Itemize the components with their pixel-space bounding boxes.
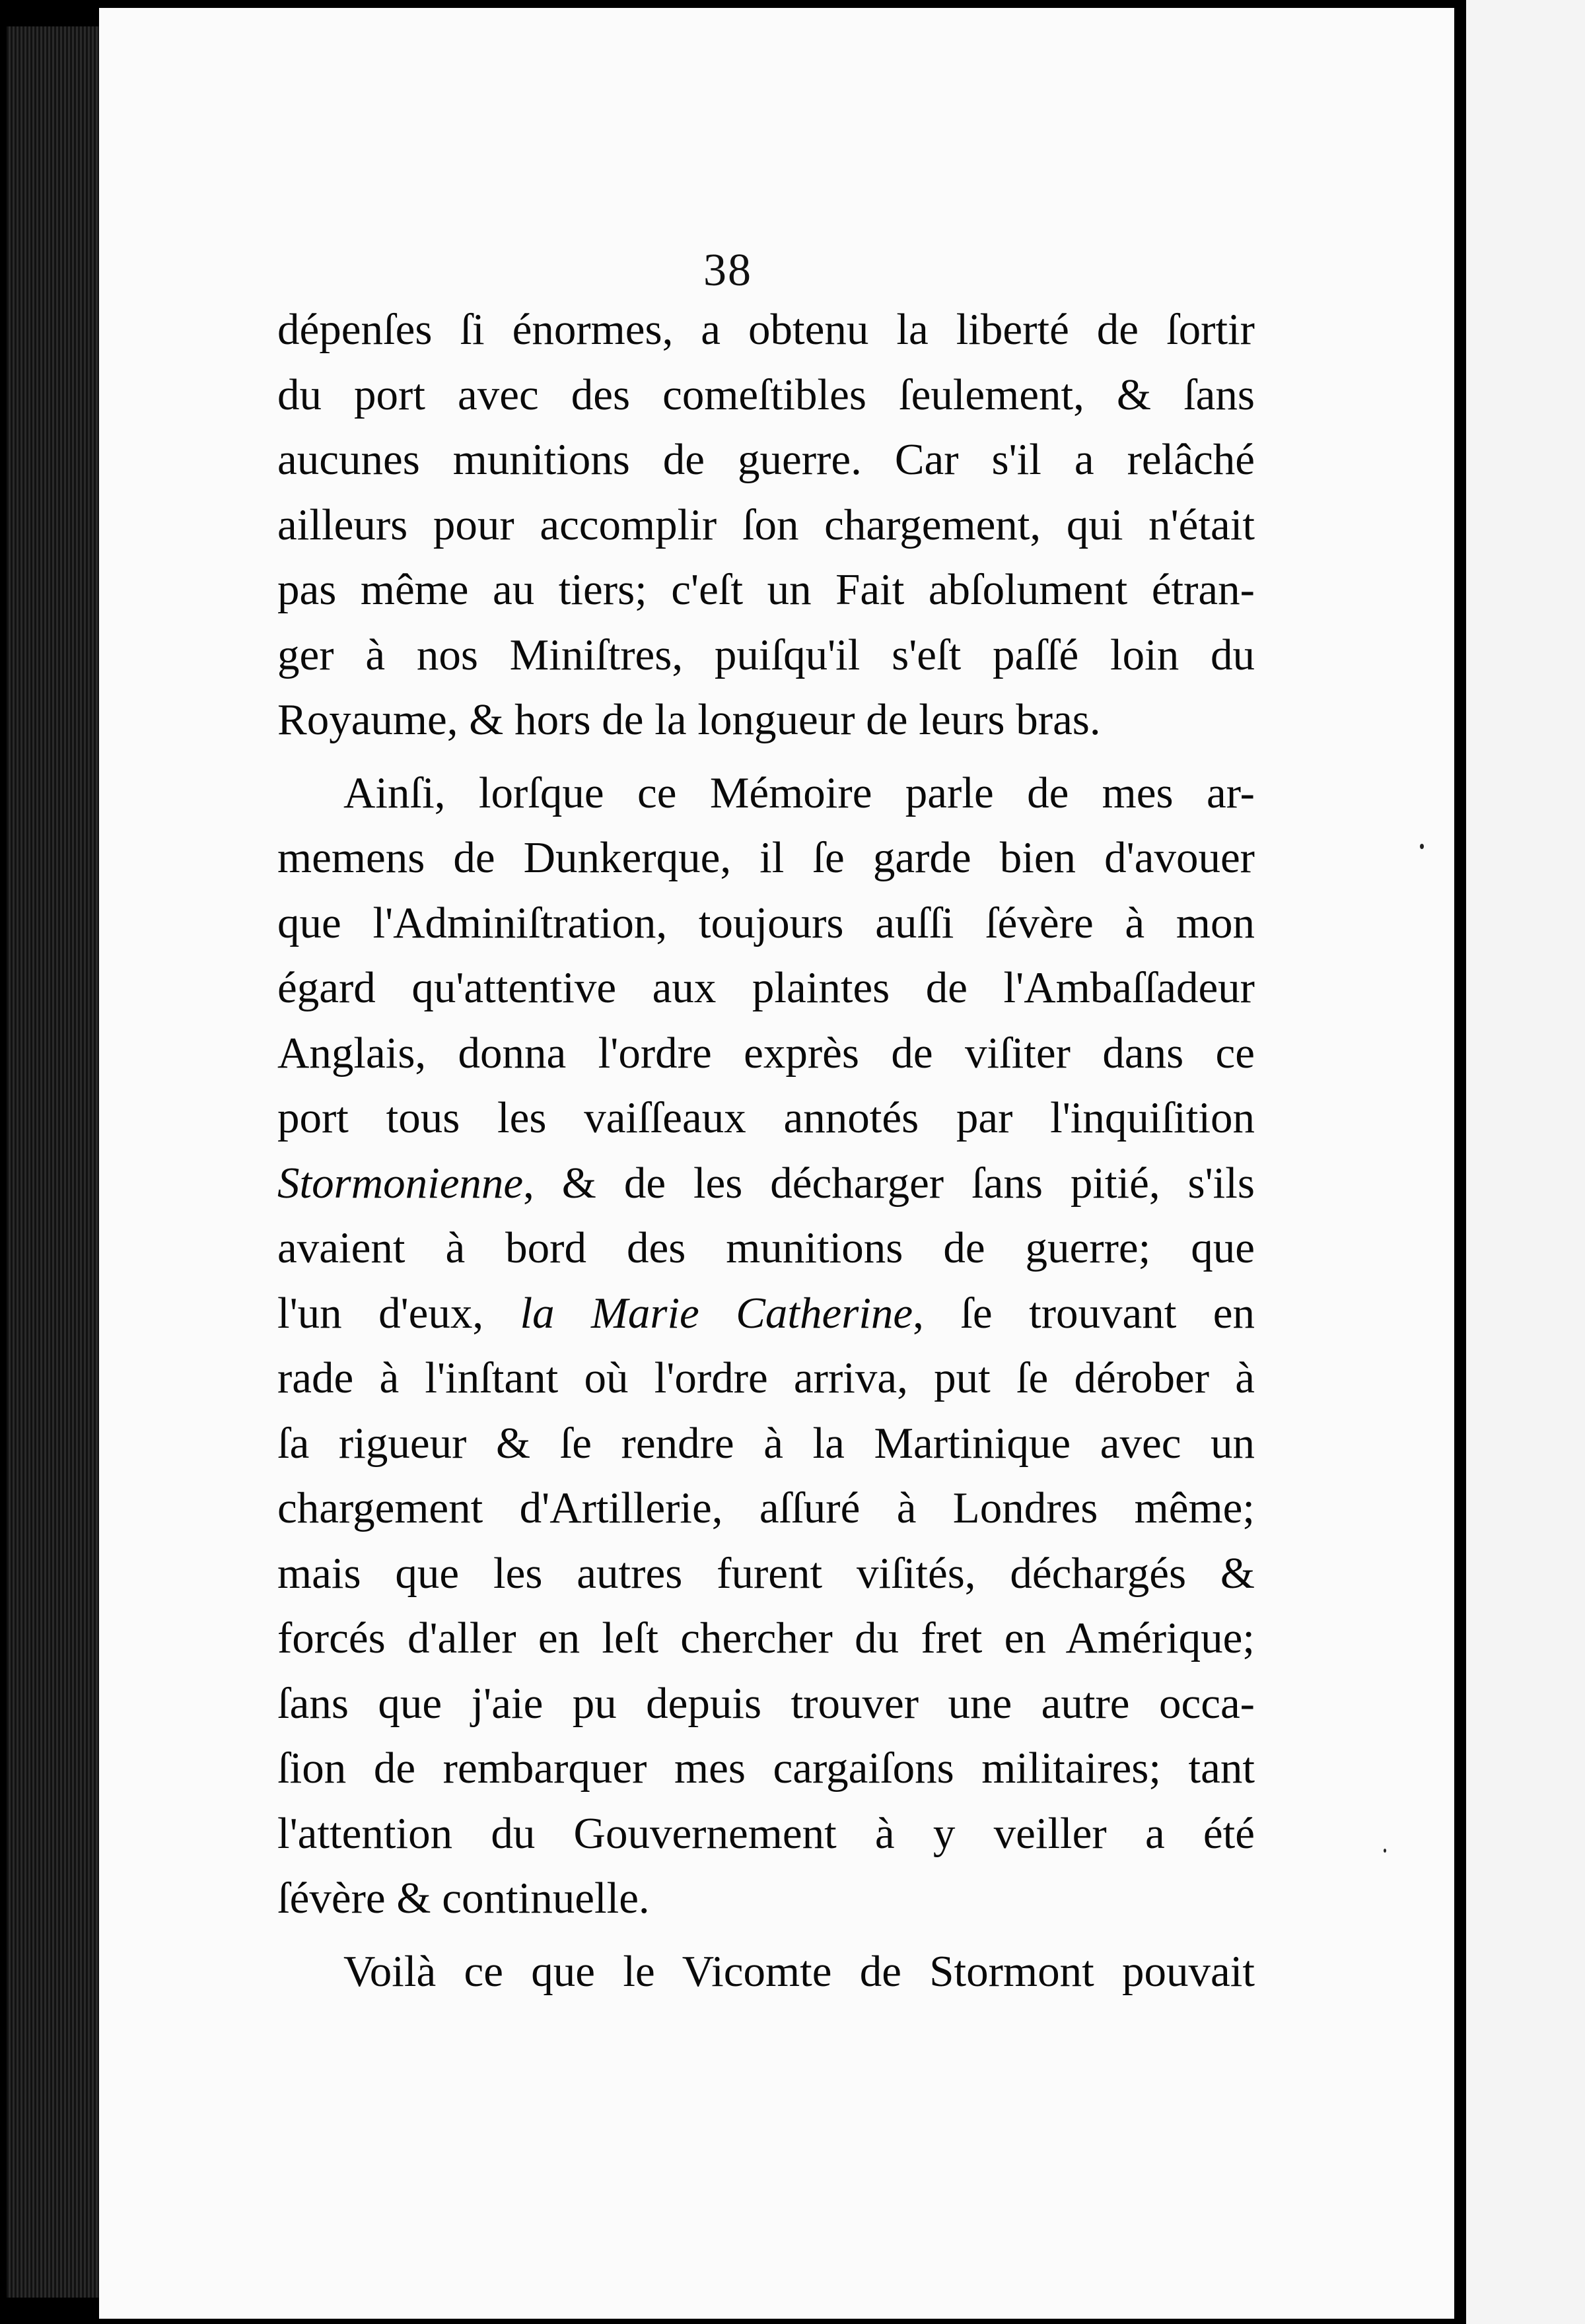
text-line: ailleurs pour accomplir ſon chargement, qui n'était (277, 500, 1255, 549)
margin-mark (1420, 844, 1424, 849)
text-line: l'attention du Gouvernement à y veiller a été (277, 1808, 1255, 1858)
text-line: avaient à bord des munitions de guerre; que (277, 1223, 1255, 1272)
text-line: pas même au tiers; c'eſt un Fait abſolument étran- (277, 565, 1255, 614)
text-line: ſa rigueur & ſe rendre à la Martinique avec un (277, 1418, 1255, 1468)
text-line: Royaume, & hors de la longueur de leurs bras. (277, 695, 1101, 744)
text-line: dépenſes ſi énormes, a obtenu la liberté de ſortir (277, 305, 1255, 354)
italic-text: la Marie Catherine (520, 1288, 913, 1338)
text-line: aucunes munitions de guerre. Car s'il a relâché (277, 435, 1255, 484)
text-line: égard qu'attentive aux plaintes de l'Ambaſſadeur (277, 963, 1255, 1012)
text-line: Anglais, donna l'ordre exprès de viſiter dans ce (277, 1028, 1255, 1077)
text-line: ſévère & continuelle. (277, 1874, 650, 1923)
text-line: ger à nos Miniſtres, puiſqu'il s'eſt paſſé loin du (277, 630, 1255, 679)
italic-text: Stormonienne (277, 1158, 524, 1208)
text-line: ſion de rembarquer mes cargaiſons militaires; tant (277, 1744, 1255, 1793)
page-number: 38 (703, 245, 752, 296)
text-line: ſans que j'aie pu depuis trouver une autre occa- (277, 1678, 1255, 1728)
book-gutter (7, 26, 99, 2298)
text-line: Ainſi, lorſque ce Mémoire parle de mes ar- (343, 768, 1255, 817)
text-line: Voilà ce que le Vicomte de Stormont pouvait (343, 1946, 1255, 1996)
text-line: chargement d'Artillerie, aſſuré à Londres même; (277, 1484, 1255, 1532)
text-line: port tous les vaiſſeaux annotés par l'inquiſition (277, 1093, 1255, 1142)
text-line: forcés d'aller en leſt chercher du fret en Amérique; (277, 1614, 1255, 1662)
text-line: rade à l'inſtant où l'ordre arriva, put ſe dérober à (277, 1353, 1255, 1402)
text-line: l'un d'eux, la Marie Catherine, ſe trouvant en (277, 1288, 1255, 1338)
text-line: que l'Adminiſtration, toujours auſſi ſévère à mon (277, 898, 1255, 947)
text-line: du port avec des comeſtibles ſeulement, & ſans (277, 370, 1255, 419)
body-text (277, 297, 1255, 2004)
page-edge-shadow (1454, 0, 1466, 2324)
margin-mark (1384, 1849, 1386, 1853)
text-line: mais que les autres furent viſités, déchargés & (277, 1548, 1255, 1598)
text-line: memens de Dunkerque, il ſe garde bien d'avouer (277, 833, 1255, 882)
text-line: Stormonienne, & de les décharger ſans pitié, s'ils (277, 1158, 1255, 1208)
facing-page-edge (1466, 0, 1585, 2324)
